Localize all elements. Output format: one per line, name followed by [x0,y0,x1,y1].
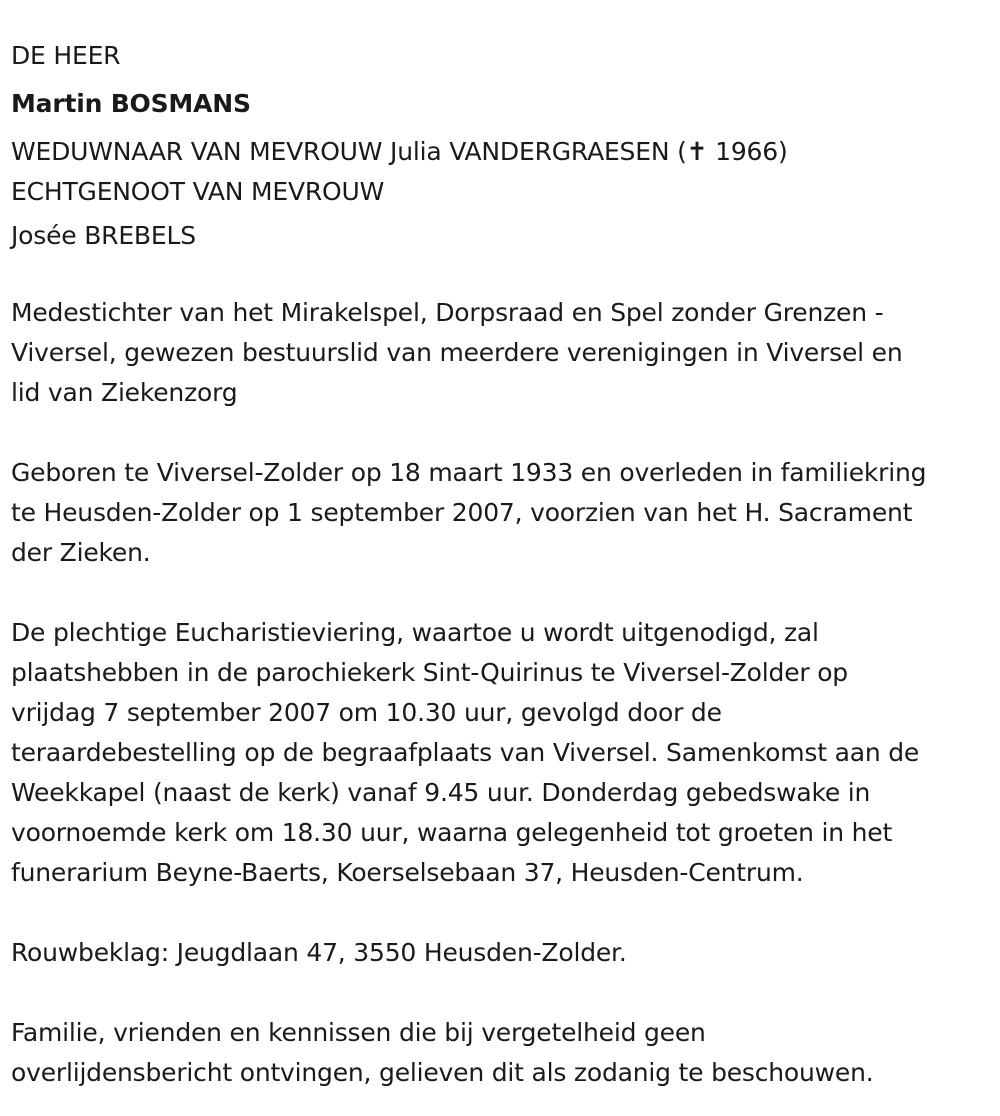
paragraph-line: Viversel, gewezen bestuurslid van meerdere verenigingen in Viversel en [11,338,903,367]
death-notice [11,0,996,1093]
paragraph-line: funerarium Beyne-Baerts, Koerselsebaan 37, Heusden-Centrum. [11,858,804,887]
ceremony-paragraph [11,613,996,893]
widower-line: WEDUWNAAR VAN MEVROUW Julia VANDERGRAESEN (✝ 1966) [11,137,788,166]
spacer [11,413,996,453]
paragraph-line: voornoemde kerk om 18.30 uur, waarna gelegenheid tot groeten in het [11,818,893,847]
paragraph-line: te Heusden-Zolder op 1 september 2007, voorzien van het H. Sacrament [11,498,913,527]
paragraph-line: Rouwbeklag: Jeugdlaan 47, 3550 Heusden-Zolder. [11,938,627,967]
birth-death-paragraph [11,453,996,573]
paragraph-line: overlijdensbericht ontvingen, gelieven dit als zodanig te beschouwen. [11,1058,874,1087]
deceased-name: Martin BOSMANS [11,89,251,118]
spacer [11,893,996,933]
paragraph-line: teraardebestelling op de begraafplaats van Viversel. Samenkomst aan de [11,738,920,767]
paragraph-line: plaatshebben in de parochiekerk Sint-Quirinus te Viversel-Zolder op [11,658,848,687]
spouse-label: ECHTGENOOT VAN MEVROUW [11,177,385,206]
spacer [11,573,996,613]
paragraph-line: der Zieken. [11,538,151,567]
spacer [11,260,996,293]
paragraph-line: De plechtige Eucharistieviering, waartoe u wordt uitgenodigd, zal [11,618,819,647]
closing-paragraph [11,1013,996,1093]
paragraph-line: Geboren te Viversel-Zolder op 18 maart 1933 en overleden in familiekring [11,458,927,487]
spouse-name: Josée BREBELS [11,221,196,250]
paragraph-line: Weekkapel (naast de kerk) vanaf 9.45 uur. Donderdag gebedswake in [11,778,871,807]
paragraph-line: Familie, vrienden en kennissen die bij vergetelheid geen [11,1018,706,1047]
spacer [11,973,996,1013]
paragraph-line: Medestichter van het Mirakelspel, Dorpsraad en Spel zonder Grenzen - [11,298,884,327]
honorific-title: DE HEER [11,41,121,70]
paragraph-line: vrijdag 7 september 2007 om 10.30 uur, gevolgd door de [11,698,722,727]
roles-paragraph [11,293,996,413]
condolences-paragraph [11,933,996,973]
paragraph-line: lid van Ziekenzorg [11,378,238,407]
